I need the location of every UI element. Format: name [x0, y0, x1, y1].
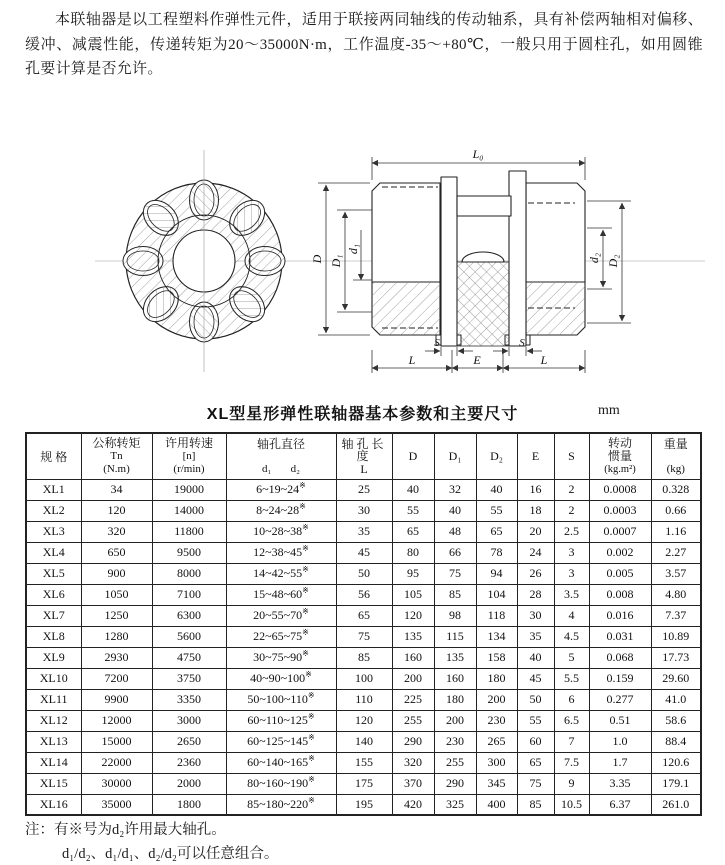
- table-row: [26, 563, 701, 584]
- cell-length-l: 35: [336, 521, 392, 542]
- cell-inertia: 0.277: [589, 689, 651, 710]
- cell-dia-d2: 118: [476, 605, 517, 626]
- cell-spec: XL9: [26, 647, 81, 668]
- header-torque: 公称转矩 Tn (N.m): [81, 433, 152, 479]
- cell-weight: 179.1: [651, 773, 701, 794]
- cell-e: 40: [517, 647, 554, 668]
- dim-label-L-right: L: [540, 353, 548, 367]
- header-D1: D₁: [434, 433, 476, 479]
- cell-dia-d: 105: [392, 584, 434, 605]
- cell-dia-d2: 65: [476, 521, 517, 542]
- cell-e: 65: [517, 752, 554, 773]
- cell-weight: 41.0: [651, 689, 701, 710]
- cell-dia-d1: 180: [434, 689, 476, 710]
- cell-dia-d1: 32: [434, 479, 476, 500]
- cell-bore: 30~75~90※: [226, 647, 336, 668]
- table-row: [26, 794, 701, 815]
- cell-torque: 12000: [81, 710, 152, 731]
- dim-label-D1: D₁: [329, 254, 343, 268]
- cell-torque: 34: [81, 479, 152, 500]
- cell-weight: 261.0: [651, 794, 701, 815]
- table-row: [26, 605, 701, 626]
- header-spec: 规 格: [26, 433, 81, 479]
- cell-e: 18: [517, 500, 554, 521]
- cell-length-l: 65: [336, 605, 392, 626]
- table-body: [26, 479, 701, 815]
- cell-e: 20: [517, 521, 554, 542]
- cell-dia-d: 80: [392, 542, 434, 563]
- cell-dia-d2: 200: [476, 689, 517, 710]
- table-title-row: [25, 401, 700, 423]
- cell-torque: 30000: [81, 773, 152, 794]
- cell-s: 2: [554, 479, 589, 500]
- cell-dia-d: 120: [392, 605, 434, 626]
- cell-torque: 2930: [81, 647, 152, 668]
- cell-dia-d: 225: [392, 689, 434, 710]
- header-D: D: [392, 433, 434, 479]
- cell-s: 10.5: [554, 794, 589, 815]
- cell-torque: 7200: [81, 668, 152, 689]
- cell-s: 3.5: [554, 584, 589, 605]
- dim-label-L0: L₀: [472, 147, 484, 161]
- spider-dome: [462, 252, 504, 262]
- cell-spec: XL1: [26, 479, 81, 500]
- cell-dia-d1: 66: [434, 542, 476, 563]
- cell-dia-d1: 230: [434, 731, 476, 752]
- cell-dia-d2: 400: [476, 794, 517, 815]
- cell-weight: 17.73: [651, 647, 701, 668]
- cell-length-l: 30: [336, 500, 392, 521]
- cell-bore: 60~125~145※: [226, 731, 336, 752]
- cell-torque: 15000: [81, 731, 152, 752]
- cell-dia-d: 370: [392, 773, 434, 794]
- cell-speed: 11800: [152, 521, 226, 542]
- coupling-drawing: [0, 135, 725, 400]
- cell-dia-d: 40: [392, 479, 434, 500]
- cell-speed: 2000: [152, 773, 226, 794]
- note-line-1: 注：有※号为d₂许用最大轴孔。: [25, 822, 226, 838]
- cell-length-l: 56: [336, 584, 392, 605]
- cell-torque: 650: [81, 542, 152, 563]
- cell-spec: XL10: [26, 668, 81, 689]
- cell-inertia: 0.159: [589, 668, 651, 689]
- cell-bore: 12~38~45※: [226, 542, 336, 563]
- cell-spec: XL11: [26, 689, 81, 710]
- cell-weight: 1.16: [651, 521, 701, 542]
- cell-length-l: 45: [336, 542, 392, 563]
- cell-spec: XL16: [26, 794, 81, 815]
- cell-inertia: 0.068: [589, 647, 651, 668]
- notes: [25, 818, 685, 865]
- cell-length-l: 50: [336, 563, 392, 584]
- cell-weight: 2.27: [651, 542, 701, 563]
- table-row: [26, 647, 701, 668]
- cell-length-l: 120: [336, 710, 392, 731]
- cell-s: 6: [554, 689, 589, 710]
- cell-speed: 2650: [152, 731, 226, 752]
- cell-bore: 15~48~60※: [226, 584, 336, 605]
- cell-dia-d: 420: [392, 794, 434, 815]
- cell-length-l: 175: [336, 773, 392, 794]
- cell-dia-d1: 40: [434, 500, 476, 521]
- cell-inertia: 1.0: [589, 731, 651, 752]
- cell-speed: 1800: [152, 794, 226, 815]
- cell-inertia: 0.0008: [589, 479, 651, 500]
- cell-dia-d1: 160: [434, 668, 476, 689]
- section-view: [372, 171, 585, 346]
- cell-dia-d2: 104: [476, 584, 517, 605]
- cell-length-l: 195: [336, 794, 392, 815]
- cell-spec: XL5: [26, 563, 81, 584]
- cell-dia-d2: 55: [476, 500, 517, 521]
- cell-length-l: 85: [336, 647, 392, 668]
- cell-torque: 35000: [81, 794, 152, 815]
- header-speed: 许用转速 [n] (r/min): [152, 433, 226, 479]
- table-row: [26, 500, 701, 521]
- cell-inertia: 0.005: [589, 563, 651, 584]
- table-row: [26, 542, 701, 563]
- cell-spec: XL7: [26, 605, 81, 626]
- cell-speed: 4750: [152, 647, 226, 668]
- cell-inertia: 0.008: [589, 584, 651, 605]
- cell-e: 30: [517, 605, 554, 626]
- cell-s: 3: [554, 542, 589, 563]
- cell-e: 28: [517, 584, 554, 605]
- cell-dia-d: 160: [392, 647, 434, 668]
- cell-dia-d1: 290: [434, 773, 476, 794]
- cell-dia-d: 255: [392, 710, 434, 731]
- cell-spec: XL15: [26, 773, 81, 794]
- cell-speed: 14000: [152, 500, 226, 521]
- cell-dia-d2: 265: [476, 731, 517, 752]
- cell-dia-d1: 98: [434, 605, 476, 626]
- table-row: [26, 773, 701, 794]
- cell-dia-d1: 48: [434, 521, 476, 542]
- cell-e: 50: [517, 689, 554, 710]
- cell-weight: 0.328: [651, 479, 701, 500]
- cell-bore: 20~55~70※: [226, 605, 336, 626]
- cell-length-l: 100: [336, 668, 392, 689]
- dim-label-L-left: L: [408, 353, 416, 367]
- cell-dia-d2: 180: [476, 668, 517, 689]
- cell-s: 6.5: [554, 710, 589, 731]
- cell-spec: XL3: [26, 521, 81, 542]
- dim-label-d1: d₁: [346, 243, 360, 255]
- header-row: [26, 433, 701, 479]
- right-hub-hatch: [526, 283, 585, 335]
- dim-label-S-left: S: [434, 337, 440, 349]
- table-row: [26, 710, 701, 731]
- cell-spec: XL13: [26, 731, 81, 752]
- cell-inertia: 0.51: [589, 710, 651, 731]
- cell-speed: 3750: [152, 668, 226, 689]
- cell-e: 85: [517, 794, 554, 815]
- cell-length-l: 75: [336, 626, 392, 647]
- cell-weight: 0.66: [651, 500, 701, 521]
- cell-speed: 3350: [152, 689, 226, 710]
- cell-torque: 120: [81, 500, 152, 521]
- header-S: S: [554, 433, 589, 479]
- cell-s: 4: [554, 605, 589, 626]
- cell-spec: XL14: [26, 752, 81, 773]
- cell-dia-d2: 94: [476, 563, 517, 584]
- cell-e: 26: [517, 563, 554, 584]
- left-hub-hatch: [372, 283, 440, 335]
- cell-length-l: 155: [336, 752, 392, 773]
- cell-dia-d: 135: [392, 626, 434, 647]
- cell-spec: XL2: [26, 500, 81, 521]
- dim-label-D2: D₂: [606, 254, 620, 268]
- intro-paragraph: 本联轴器是以工程塑料作弹性元件，适用于联接两同轴线的传动轴系，具有补偿两轴相对偏移、缓冲、减震性能，传递转矩为20～35000N·m，工作温度-35～+80℃，一般只用于圆柱孔，如用圆锥孔要计算是否允许。: [25, 12, 703, 77]
- cell-weight: 4.80: [651, 584, 701, 605]
- cell-dia-d1: 135: [434, 647, 476, 668]
- cell-inertia: 0.002: [589, 542, 651, 563]
- cell-weight: 29.60: [651, 668, 701, 689]
- header-bore: 轴孔直径 d₁ d₂: [226, 433, 336, 479]
- cell-weight: 88.4: [651, 731, 701, 752]
- cell-dia-d2: 230: [476, 710, 517, 731]
- cell-spec: XL6: [26, 584, 81, 605]
- table-row: [26, 689, 701, 710]
- spider-arm: [457, 196, 511, 216]
- table-unit: mm: [598, 403, 620, 418]
- cell-bore: 85~180~220※: [226, 794, 336, 815]
- cell-inertia: 0.0003: [589, 500, 651, 521]
- cell-e: 75: [517, 773, 554, 794]
- table-row: [26, 584, 701, 605]
- cell-bore: 80~160~190※: [226, 773, 336, 794]
- cell-bore: 22~65~75※: [226, 626, 336, 647]
- cell-speed: 8000: [152, 563, 226, 584]
- cell-s: 3: [554, 563, 589, 584]
- cell-s: 9: [554, 773, 589, 794]
- table-row: [26, 479, 701, 500]
- cell-dia-d: 290: [392, 731, 434, 752]
- dim-label-d2: d₂: [587, 252, 601, 264]
- cell-bore: 60~110~125※: [226, 710, 336, 731]
- cell-dia-d1: 115: [434, 626, 476, 647]
- cell-e: 16: [517, 479, 554, 500]
- cell-s: 2: [554, 500, 589, 521]
- cell-bore: 40~90~100※: [226, 668, 336, 689]
- cell-s: 5.5: [554, 668, 589, 689]
- cell-weight: 3.57: [651, 563, 701, 584]
- cell-s: 7: [554, 731, 589, 752]
- cell-inertia: 0.0007: [589, 521, 651, 542]
- cell-inertia: 0.031: [589, 626, 651, 647]
- cell-bore: 8~24~28※: [226, 500, 336, 521]
- cell-bore: 60~140~165※: [226, 752, 336, 773]
- cell-weight: 58.6: [651, 710, 701, 731]
- cell-torque: 1280: [81, 626, 152, 647]
- cell-dia-d2: 345: [476, 773, 517, 794]
- cell-spec: XL8: [26, 626, 81, 647]
- cell-dia-d2: 40: [476, 479, 517, 500]
- cell-speed: 19000: [152, 479, 226, 500]
- cell-dia-d1: 200: [434, 710, 476, 731]
- cell-speed: 3000: [152, 710, 226, 731]
- cell-torque: 9900: [81, 689, 152, 710]
- cell-dia-d2: 300: [476, 752, 517, 773]
- cell-speed: 5600: [152, 626, 226, 647]
- cell-spec: XL12: [26, 710, 81, 731]
- cell-s: 4.5: [554, 626, 589, 647]
- cell-weight: 10.89: [651, 626, 701, 647]
- cell-torque: 320: [81, 521, 152, 542]
- note-line-2: d₁/d₂、d₁/d₁、d₂/d₂可以任意组合。: [62, 846, 279, 862]
- parameters-table: [25, 432, 702, 816]
- cell-s: 2.5: [554, 521, 589, 542]
- cell-e: 60: [517, 731, 554, 752]
- cell-inertia: 6.37: [589, 794, 651, 815]
- header-length: 轴孔长度 L: [336, 433, 392, 479]
- table-row: [26, 668, 701, 689]
- cell-dia-d1: 85: [434, 584, 476, 605]
- cell-spec: XL4: [26, 542, 81, 563]
- cell-bore: 14~42~55※: [226, 563, 336, 584]
- cell-e: 55: [517, 710, 554, 731]
- cell-e: 24: [517, 542, 554, 563]
- cell-torque: 1250: [81, 605, 152, 626]
- cell-length-l: 110: [336, 689, 392, 710]
- cell-bore: 10~28~38※: [226, 521, 336, 542]
- cell-dia-d: 320: [392, 752, 434, 773]
- dim-label-D: D: [310, 254, 324, 264]
- cell-s: 5: [554, 647, 589, 668]
- cell-e: 45: [517, 668, 554, 689]
- cell-dia-d: 200: [392, 668, 434, 689]
- cell-weight: 7.37: [651, 605, 701, 626]
- cell-dia-d2: 158: [476, 647, 517, 668]
- header-E: E: [517, 433, 554, 479]
- cell-length-l: 140: [336, 731, 392, 752]
- dim-label-S-right: S: [519, 337, 525, 349]
- table-row: [26, 521, 701, 542]
- table-row: [26, 731, 701, 752]
- front-view: [123, 150, 285, 372]
- cell-weight: 120.6: [651, 752, 701, 773]
- table-row: [26, 752, 701, 773]
- note-prefix: 注：: [25, 822, 54, 838]
- header-inertia: 转动 惯量 (kg.m²): [589, 433, 651, 479]
- cell-dia-d: 65: [392, 521, 434, 542]
- cell-dia-d2: 78: [476, 542, 517, 563]
- cell-bore: 6~19~24※: [226, 479, 336, 500]
- cell-speed: 2360: [152, 752, 226, 773]
- cell-dia-d1: 75: [434, 563, 476, 584]
- cell-dia-d: 95: [392, 563, 434, 584]
- cell-inertia: 0.016: [589, 605, 651, 626]
- cell-dia-d1: 325: [434, 794, 476, 815]
- table-title: XL型星形弹性联轴器基本参数和主要尺寸: [206, 406, 519, 423]
- cell-speed: 7100: [152, 584, 226, 605]
- cell-torque: 1050: [81, 584, 152, 605]
- cell-speed: 9500: [152, 542, 226, 563]
- spider-crosshatch: [457, 262, 509, 346]
- cell-inertia: 3.35: [589, 773, 651, 794]
- table-row: [26, 626, 701, 647]
- cell-speed: 6300: [152, 605, 226, 626]
- spider-left-plate: [441, 177, 457, 346]
- dim-label-E: E: [473, 353, 481, 367]
- cell-bore: 50~100~110※: [226, 689, 336, 710]
- cell-torque: 22000: [81, 752, 152, 773]
- cell-dia-d: 55: [392, 500, 434, 521]
- header-weight: 重量 (kg): [651, 433, 701, 479]
- cell-dia-d1: 255: [434, 752, 476, 773]
- cell-length-l: 25: [336, 479, 392, 500]
- cell-inertia: 1.7: [589, 752, 651, 773]
- cell-torque: 900: [81, 563, 152, 584]
- cell-dia-d2: 134: [476, 626, 517, 647]
- cell-s: 7.5: [554, 752, 589, 773]
- cell-e: 35: [517, 626, 554, 647]
- header-D2: D₂: [476, 433, 517, 479]
